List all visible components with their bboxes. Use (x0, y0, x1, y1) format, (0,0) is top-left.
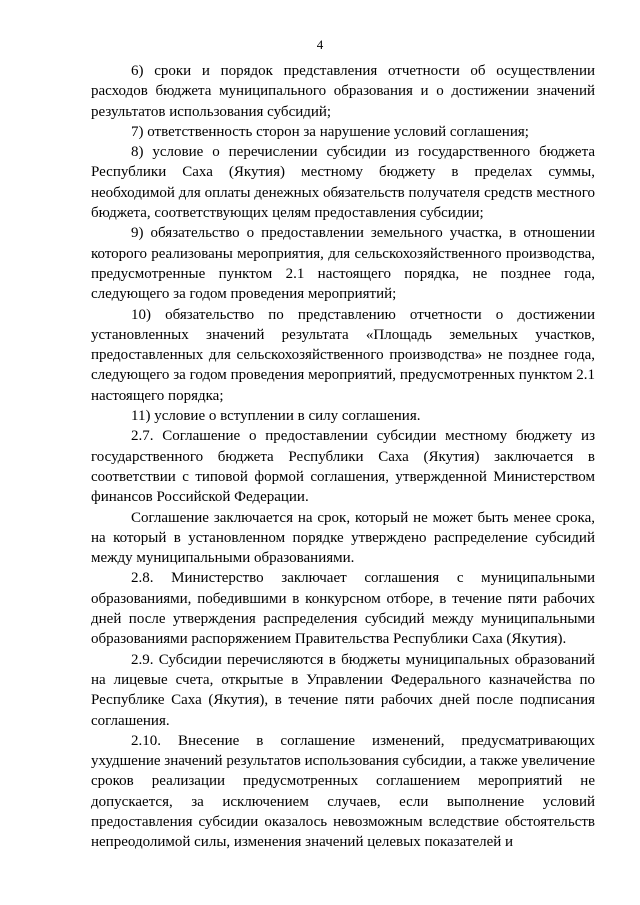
paragraph-section-2-10: 2.10. Внесение в соглашение изменений, предусматривающих ухудшение значений результатов использования субсидии, а также увеличение сроков реализации предусмотренных соглашением мероприятий не допускается, за исключением случаев, если выполнение условий предоставления субсидии оказалось невозможным вследствие обстоятельств непреодолимой силы, изменения значений целевых показателей и (91, 732, 596, 851)
paragraph-item-10: 10) обязательство по представлению отчетности о достижении установленных значений результата «Площадь земельных участков, предоставленных для сельскохозяйственного производства» не позднее года, следующего за годом проведения мероприятий, предусмотренных пунктом 2.1 настоящего порядка; (91, 306, 595, 404)
paragraph-item-6: 6) сроки и порядок представления отчетности об осуществлении расходов бюджета муниципального образования и о достижении значений результатов использования субсидий; (91, 63, 595, 120)
page-number: 4 (316, 37, 324, 52)
paragraph-item-11: 11) условие о вступлении в силу соглашения. (131, 408, 421, 425)
paragraph-item-9: 9) обязательство о предоставлении земельного участка, в отношении которого реализованы мероприятия, для сельскохозяйственного производства, предусмотренные пунктом 2.1 настоящего порядка, не позднее года, следующего за годом проведения мероприятий; (91, 225, 595, 303)
paragraph-item-7: 7) ответственность сторон за нарушение условий соглашения; (131, 123, 529, 140)
paragraph-item-8: 8) условие о перечислении субсидии из государственного бюджета Республики Саха (Якутия) местному бюджету в пределах суммы, необходимой для оплаты денежных обязательств получателя средств местного бюджета, соответствующих целям предоставления субсидии; (91, 144, 595, 222)
document-body (91, 61, 595, 853)
paragraph-section-2-7: 2.7. Соглашение о предоставлении субсидии местному бюджету из государственного бюджета Республики Саха (Якутия) заключается в соответствии с типовой формой соглашения, утвержденной Министерством финансов Российской Федерации. (91, 428, 595, 506)
paragraph-section-2-9: 2.9. Субсидии перечисляются в бюджеты муниципальных образований на лицевые счета, открытые в Управлении Федерального казначейства по Республике Саха (Якутия), в течение пяти рабочих дней после подписания соглашения. (91, 651, 595, 729)
paragraph-section-2-8: 2.8. Министерство заключает соглашения с муниципальными образованиями, победившими в конкурсном отборе, в течение пяти рабочих дней после утверждения распределения субсидий между муниципальными образованиями распоряжением Правительства Республики Саха (Якутия). (91, 570, 595, 648)
paragraph-agreement-term: Соглашение заключается на срок, который не может быть менее срока, на который в установленном порядке утверждено распределение субсидий между муниципальными образованиями. (91, 509, 595, 567)
